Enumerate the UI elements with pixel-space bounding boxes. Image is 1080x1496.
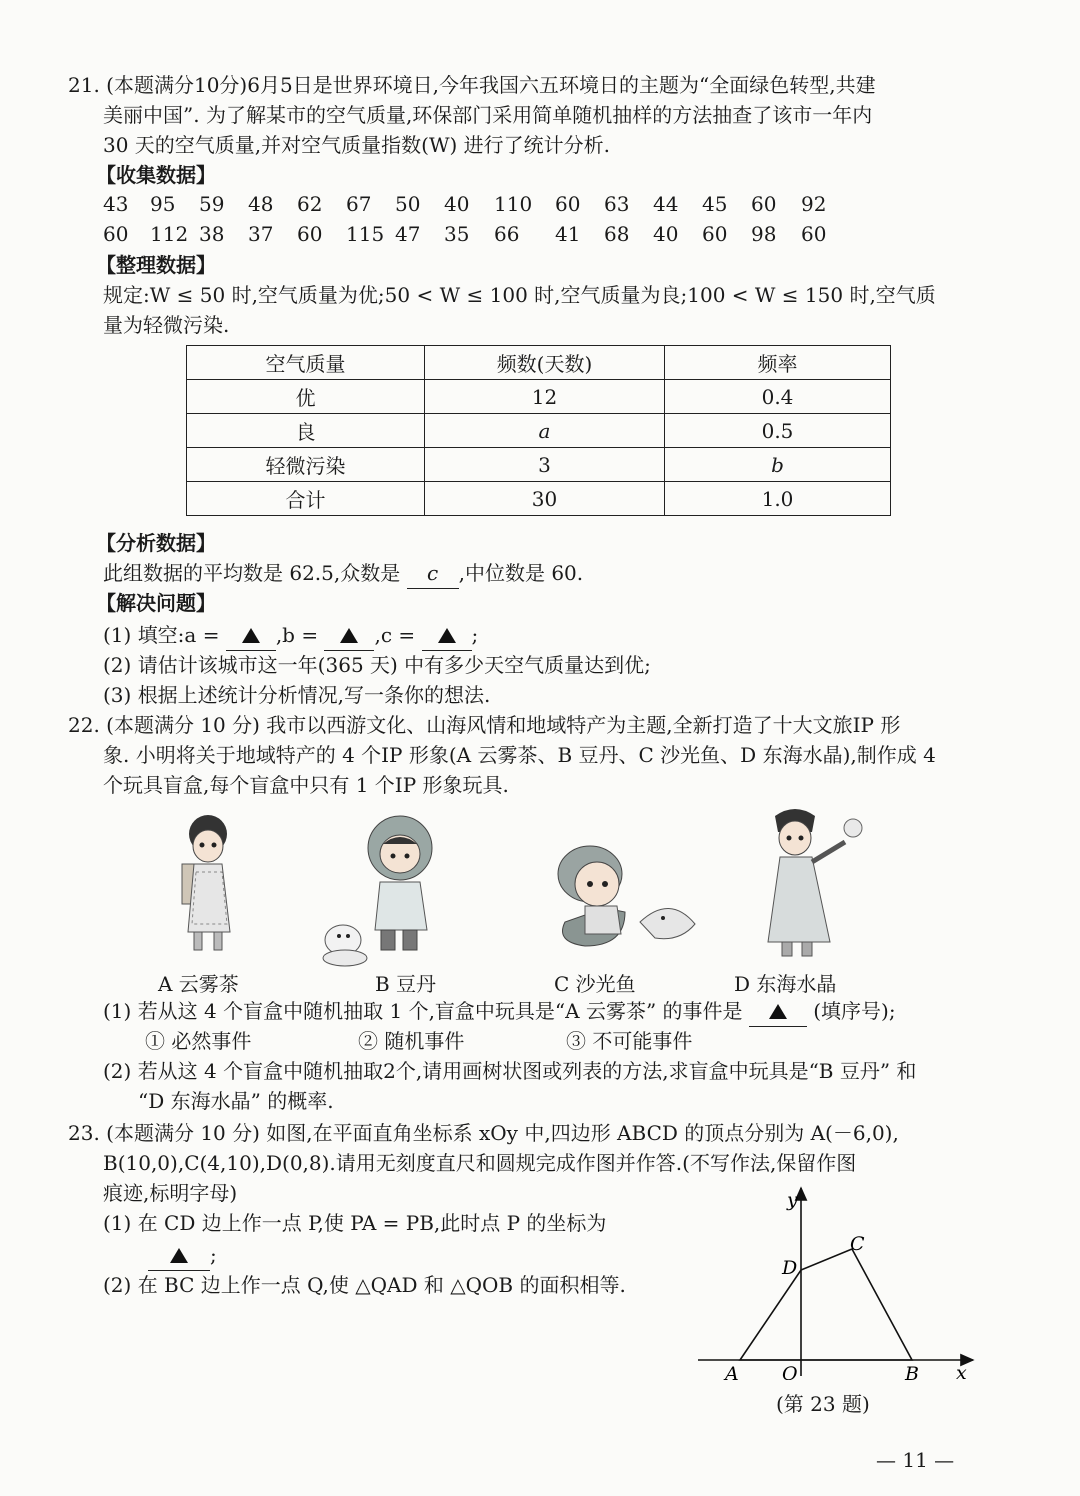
analyze-data-heading: 【分析数据】 (96, 531, 216, 555)
frequency-table (186, 345, 891, 516)
q21-line3: 30 天的空气质量,并对空气质量指数(W) 进行了统计分析. (103, 133, 611, 157)
q23-part1-answer (148, 1240, 217, 1271)
data-value: 45 (702, 192, 728, 216)
answer-blank-a[interactable] (226, 620, 276, 651)
q23-line1: 23. (本题满分 10 分) 如图,在平面直角坐标系 xOy 中,四边形 ABCD 的顶点分别为 A(－6,0), (68, 1121, 899, 1145)
data-value: 63 (604, 192, 630, 216)
triangle-icon (242, 628, 260, 643)
q22-line3: 个玩具盲盒,每个盲盒中只有 1 个IP 形象玩具. (103, 773, 509, 797)
q21-part2: (2) 请估计该城市这一年(365 天) 中有多少天空气质量达到优; (103, 653, 651, 677)
table-cell: 1.0 (665, 482, 891, 516)
quadrilateral-abcd (740, 1249, 912, 1360)
q22-part1-text: (1) 若从这 4 个盲盒中随机抽取 1 个,盲盒中玩具是“A 云雾茶” 的事件是 (103, 999, 743, 1023)
data-value: 43 (103, 192, 129, 216)
data-value: 112 (150, 222, 189, 246)
table-row (187, 380, 891, 414)
q21-part1 (103, 620, 478, 651)
table-header: 空气质量 (187, 346, 425, 380)
rule-line1: 规定:W ≤ 50 时,空气质量为优;50 < W ≤ 100 时,空气质量为良;100 < W ≤ 150 时,空气质 (103, 283, 936, 307)
shaguang-fish-character-illustration (545, 842, 705, 952)
table-header: 频率 (665, 346, 891, 380)
data-value: 60 (103, 222, 129, 246)
q22-line2: 象. 小明将关于地域特产的 4 个IP 形象(A 云雾茶、B 豆丹、C 沙光鱼、D 东海水晶),制作成 4 (103, 743, 936, 767)
solve-problem-heading: 【解决问题】 (96, 591, 216, 615)
option-1: ① 必然事件 (145, 1029, 252, 1053)
point-b-label: B (905, 1363, 919, 1380)
figure-caption: (第 23 题) (776, 1392, 870, 1416)
option-2: ② 随机事件 (358, 1029, 465, 1053)
table-cell: 0.5 (665, 414, 891, 448)
data-value: 37 (248, 222, 274, 246)
doudan-character-illustration (315, 812, 445, 972)
fill-b-label: ,b = (275, 623, 319, 647)
table-header: 频数(天数) (425, 346, 665, 380)
q21-part3: (3) 根据上述统计分析情况,写一条你的想法. (103, 683, 491, 707)
table-cell: 12 (425, 380, 665, 414)
data-value: 38 (199, 222, 225, 246)
table-cell: 优 (187, 380, 425, 414)
analyze-text-end: ,中位数是 60. (458, 561, 584, 585)
data-value: 44 (653, 192, 679, 216)
triangle-icon (438, 628, 456, 643)
answer-blank-event[interactable] (749, 996, 807, 1027)
q22-part1-suffix: (填序号); (813, 999, 896, 1023)
table-cell: b (665, 448, 891, 482)
q21-line2: 美丽中国”. 为了解某市的空气质量,环保部门采用简单随机抽样的方法抽查了该市一年内 (103, 103, 873, 127)
triangle-icon (340, 628, 358, 643)
data-value: 115 (346, 222, 385, 246)
data-value: 95 (150, 192, 176, 216)
table-row (187, 414, 891, 448)
data-value: 35 (444, 222, 470, 246)
caption-b: B 豆丹 (375, 972, 437, 996)
q23-line3: 痕迹,标明字母) (103, 1181, 238, 1205)
data-value: 110 (494, 192, 533, 216)
data-value: 50 (395, 192, 421, 216)
data-value: 60 (702, 222, 728, 246)
yunwu-tea-character-illustration (170, 812, 250, 962)
point-a-label: A (725, 1363, 739, 1380)
table-cell: 轻微污染 (187, 448, 425, 482)
data-value: 48 (248, 192, 274, 216)
data-value: 40 (653, 222, 679, 246)
data-row-1 (0, 192, 1080, 222)
x-axis-label: x (956, 1362, 967, 1380)
data-value: 67 (346, 192, 372, 216)
point-d-label: D (782, 1257, 798, 1279)
analyze-line (103, 558, 583, 589)
data-value: 60 (801, 222, 827, 246)
answer-blank-c[interactable] (422, 620, 472, 651)
mode-blank: c (407, 558, 459, 589)
data-value: 60 (751, 192, 777, 216)
data-value: 40 (444, 192, 470, 216)
table-row (187, 448, 891, 482)
rule-line2: 量为轻微污染. (103, 313, 230, 337)
fill-a-label: (1) 填空:a = (103, 623, 220, 647)
table-header-row (187, 346, 891, 380)
coordinate-figure (690, 1180, 990, 1380)
q22-part1 (103, 996, 896, 1027)
option-3: ③ 不可能事件 (566, 1029, 693, 1053)
data-value: 60 (555, 192, 581, 216)
donghai-crystal-character-illustration (750, 802, 870, 964)
q22-line1: 22. (本题满分 10 分) 我市以西游文化、山海风情和地域特产为主题,全新打造了十大文旅IP 形 (68, 713, 901, 737)
table-cell: 0.4 (665, 380, 891, 414)
table-cell: 30 (425, 482, 665, 516)
table-cell: a (425, 414, 665, 448)
data-value: 98 (751, 222, 777, 246)
y-axis-label: y (787, 1189, 798, 1211)
data-value: 66 (494, 222, 520, 246)
data-value: 68 (604, 222, 630, 246)
triangle-icon (170, 1248, 188, 1263)
punct: ; (471, 623, 479, 647)
table-row (187, 482, 891, 516)
fill-c-label: ,c = (374, 623, 416, 647)
page-number: — 11 — (876, 1448, 955, 1472)
data-value: 59 (199, 192, 225, 216)
data-value: 62 (297, 192, 323, 216)
origin-label: O (782, 1363, 798, 1380)
table-cell: 合计 (187, 482, 425, 516)
caption-c: C 沙光鱼 (554, 972, 636, 996)
caption-d: D 东海水晶 (734, 972, 837, 996)
data-row-2 (0, 222, 1080, 252)
q23-line2: B(10,0),C(4,10),D(0,8).请用无刻度直尺和圆规完成作图并作答.(不写作法,保留作图 (103, 1151, 857, 1175)
point-c-label: C (850, 1233, 865, 1255)
q23-part2: (2) 在 BC 边上作一点 Q,使 △QAD 和 △QOB 的面积相等. (103, 1273, 626, 1297)
answer-blank-b[interactable] (324, 620, 374, 651)
q21-line1: 21. (本题满分10分)6月5日是世界环境日,今年我国六五环境日的主题为“全面绿色转型,共建 (68, 73, 876, 97)
data-value: 47 (395, 222, 421, 246)
q22-part2-line1: (2) 若从这 4 个盲盒中随机抽取2个,请用画树状图或列表的方法,求盲盒中玩具是“B 豆丹” 和 (103, 1059, 917, 1083)
punct: ; (210, 1243, 217, 1267)
collect-data-heading: 【收集数据】 (96, 163, 216, 187)
data-value: 92 (801, 192, 827, 216)
table-cell: 3 (425, 448, 665, 482)
analyze-text: 此组数据的平均数是 62.5,众数是 (103, 561, 401, 585)
q23-part1: (1) 在 CD 边上作一点 P,使 PA = PB,此时点 P 的坐标为 (103, 1211, 607, 1235)
data-value: 60 (297, 222, 323, 246)
table-cell: 良 (187, 414, 425, 448)
q22-part2-line2: “D 东海水晶” 的概率. (138, 1089, 334, 1113)
organize-data-heading: 【整理数据】 (96, 253, 216, 277)
triangle-icon (769, 1004, 787, 1019)
caption-a: A 云雾茶 (158, 972, 239, 996)
answer-blank-p[interactable] (148, 1240, 210, 1271)
data-value: 41 (555, 222, 581, 246)
